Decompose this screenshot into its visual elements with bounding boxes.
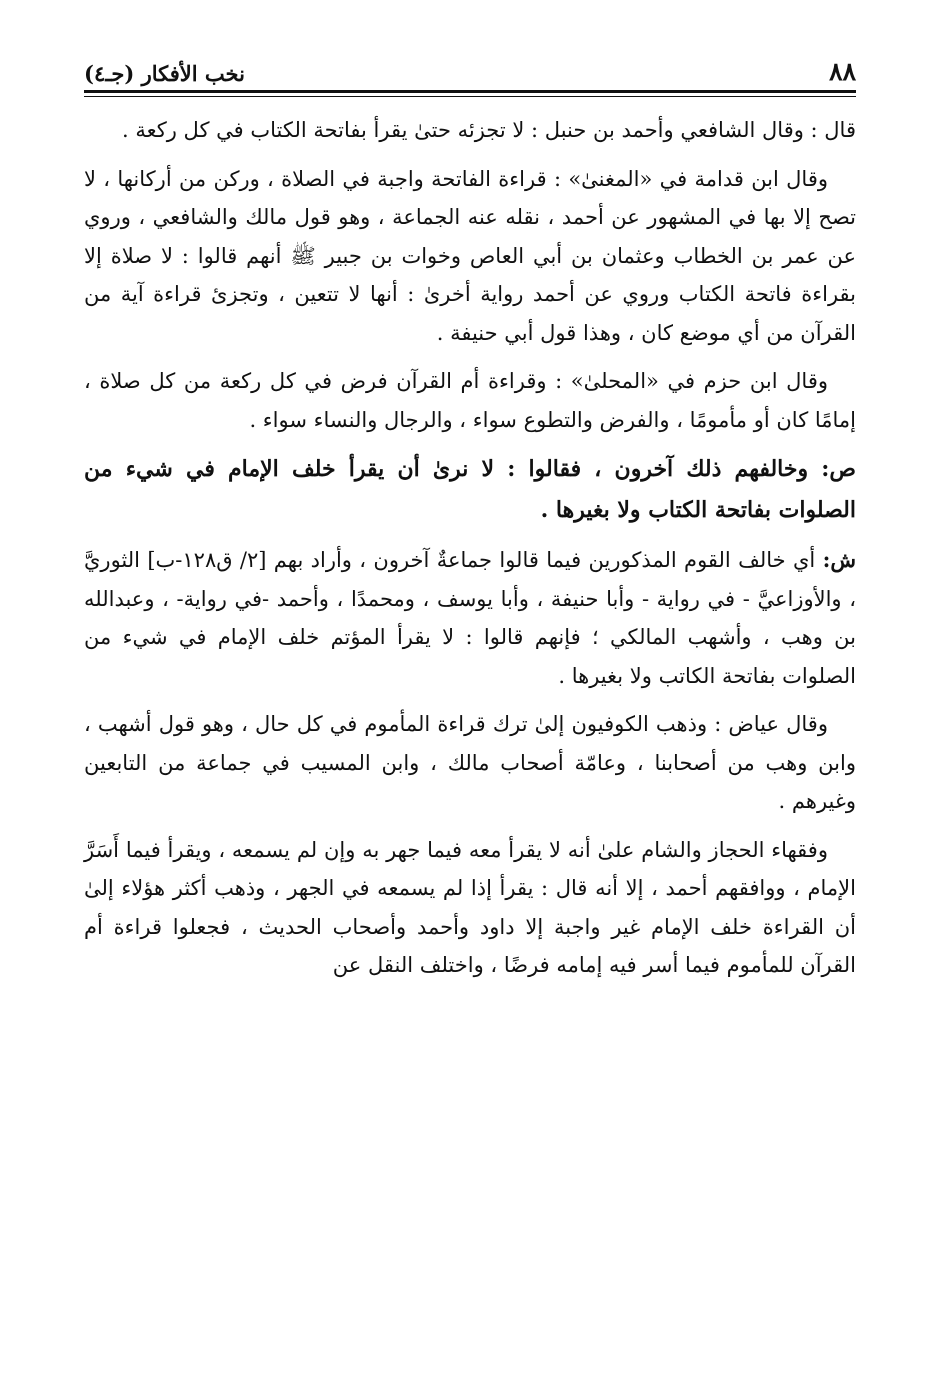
sharh-paragraph: ش: أي خالف القوم المذكورين فيما قالوا جماعةٌ آخرون ، وأراد بهم [٢/ ق١٢٨-ب] الثوريَّ ، والأوزاعيَّ - في رواية - وأبا حنيفة ، وأبا يوسف ، ومحمدًا ، وأحمد -في رواية- ، وعبدالله بن وهب ، وأشهب المالكي ؛ فإنهم قالوا : لا يقرأ المؤتم خلف الإمام في شيء من الصلوات بفاتحة الكاتب ولا بغيرها . bbox=[84, 547, 856, 688]
body-text bbox=[84, 111, 856, 985]
paragraph-3: وقال ابن حزم في «المحلىٰ» : وقراءة أم القرآن فرض في كل ركعة من كل صلاة ، إمامًا كان أو مأمومًا ، والفرض والتطوع سواء ، والرجال والنساء سواء . bbox=[84, 369, 856, 432]
book-title: نخب الأفكار (جـ٤) bbox=[84, 61, 245, 86]
matn-paragraph: ص: وخالفهم ذلك آخرون ، فقالوا : لا نرىٰ أن يقرأ خلف الإمام في شيء من الصلوات بفاتحة الكتاب ولا بغيرها . bbox=[84, 456, 856, 523]
header-rule-thick bbox=[84, 90, 856, 93]
running-header bbox=[84, 52, 856, 86]
page-number: ٨٨ bbox=[829, 57, 856, 86]
matn-marker: ص: bbox=[821, 456, 856, 482]
sharh-marker: ش: bbox=[822, 547, 856, 572]
paragraph-6: وقال عياض : وذهب الكوفيون إلىٰ ترك قراءة المأموم في كل حال ، وهو قول أشهب ، وابن وهب من أصحابنا ، وعامّة أصحاب مالك ، وابن المسيب في جماعة من التابعين وغيرهم . bbox=[84, 712, 856, 813]
paragraph-1: قال : وقال الشافعي وأحمد بن حنبل : لا تجزئه حتىٰ يقرأ بفاتحة الكتاب في كل ركعة . bbox=[122, 118, 856, 142]
header-rule-thin bbox=[84, 96, 856, 97]
paragraph-7: وفقهاء الحجاز والشام علىٰ أنه لا يقرأ معه فيما جهر به وإن لم يسمعه ، ويقرأ فيما أَسَرَّ الإمام ، ووافقهم أحمد ، إلا أنه قال : يقرأ إذا لم يسمعه في الجهر ، وذهب أكثر هؤلاء إلىٰ أن القراءة خلف الإمام غير واجبة إلا داود وأحمد وأصحاب الحديث ، فجعلوا قراءة أم القرآن للمأموم فيما أسر فيه إمامه فرضًا ، واختلف النقل عن bbox=[84, 837, 856, 977]
paragraph-2: وقال ابن قدامة في «المغنىٰ» : قراءة الفاتحة واجبة في الصلاة ، وركن من أركانها ، لا تصح إلا بها في المشهور عن أحمد ، نقله عنه الجماعة ، وهو قول مالك والشافعي ، وروي عن عمر بن الخطاب وعثمان بن أبي العاص وخوات بن جبير ﷺ أنهم قالوا : لا صلاة إلا بقراءة فاتحة الكتاب وروي عن أحمد رواية أخرىٰ : أنها لا تتعين ، وتجزئ قراءة آية من القرآن من أي موضع كان ، وهذا قول أبي حنيفة . bbox=[84, 166, 856, 345]
